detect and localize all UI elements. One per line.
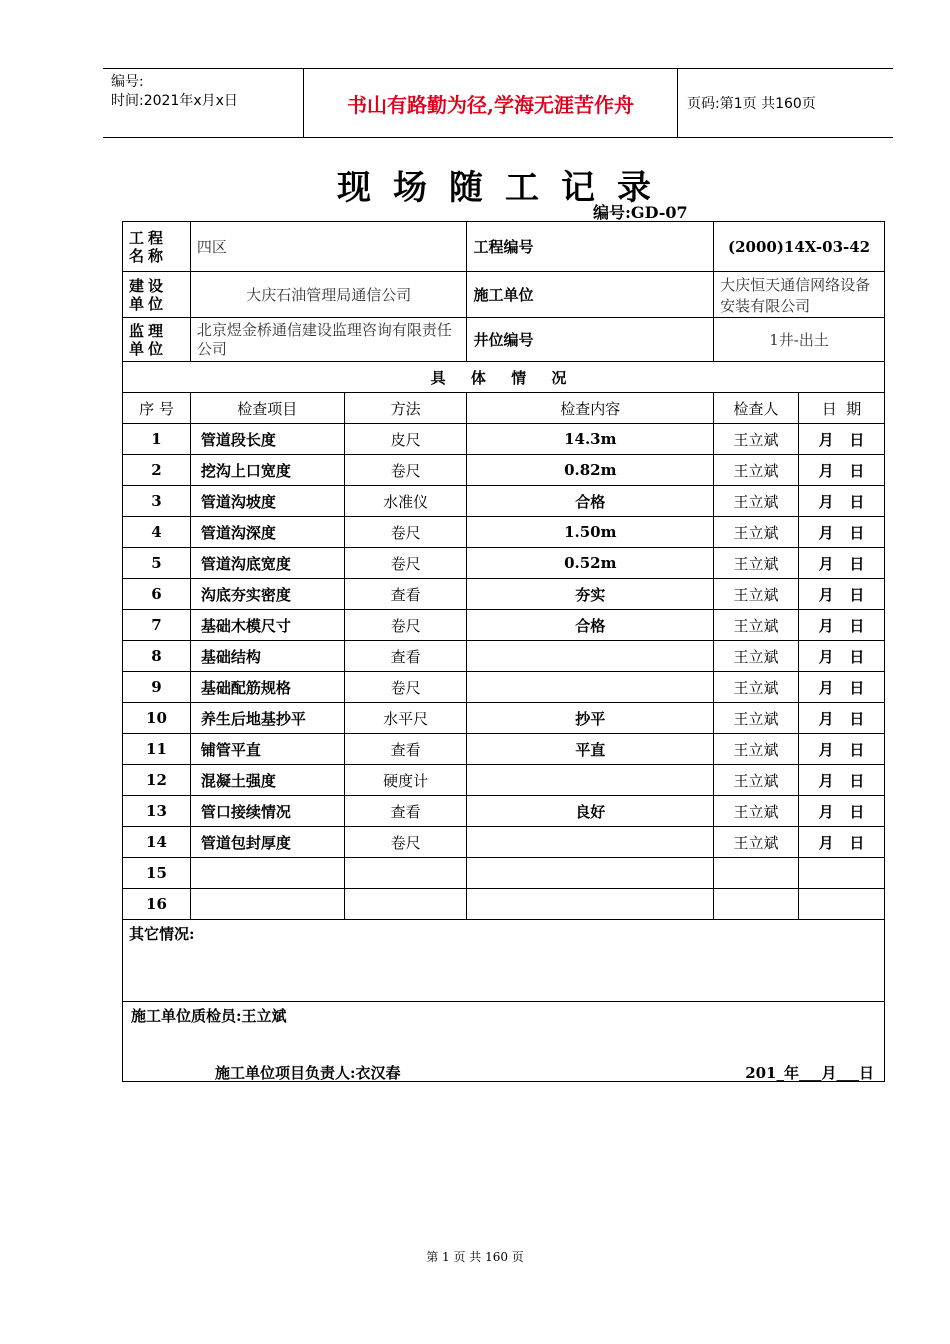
row-date: 月 日 (799, 672, 885, 703)
table-row (123, 610, 885, 641)
table-row (123, 796, 885, 827)
builder-label: 建设单位 (123, 272, 191, 318)
row-date: 月 日 (799, 517, 885, 548)
row-inspector: 王立斌 (714, 703, 799, 734)
row-content: 合格 (467, 486, 714, 517)
row-method: 卷尺 (344, 827, 467, 858)
table-row (123, 889, 885, 920)
row-no: 7 (123, 610, 191, 641)
row-no: 12 (123, 765, 191, 796)
qc-label: 施工单位质检员:王立斌 (131, 1007, 287, 1025)
row-item (190, 889, 344, 920)
row-date: 月 日 (799, 486, 885, 517)
contractor-label: 施工单位 (467, 272, 714, 318)
table-row (123, 455, 885, 486)
table-row (123, 672, 885, 703)
row-item: 管道沟底宽度 (190, 548, 344, 579)
row-date: 月 日 (799, 703, 885, 734)
row-inspector: 王立斌 (714, 827, 799, 858)
row-no: 5 (123, 548, 191, 579)
row-date: 月 日 (799, 455, 885, 486)
row-inspector: 王立斌 (714, 672, 799, 703)
row-date (799, 889, 885, 920)
row-date: 月 日 (799, 641, 885, 672)
col-date-header: 日 期 (799, 393, 885, 424)
row-content (467, 889, 714, 920)
row-no: 3 (123, 486, 191, 517)
row-method: 卷尺 (344, 455, 467, 486)
row-no: 15 (123, 858, 191, 889)
project-no-label: 工程编号 (467, 222, 714, 272)
row-content: 0.52m (467, 548, 714, 579)
supervisor-label: 监理单位 (123, 318, 191, 362)
col-item-header: 检查项目 (190, 393, 344, 424)
row-content (467, 641, 714, 672)
header-meta (111, 73, 238, 111)
info-row (123, 272, 885, 318)
row-date: 月 日 (799, 424, 885, 455)
signature-cell (123, 1002, 885, 1082)
row-content: 合格 (467, 610, 714, 641)
row-no: 2 (123, 455, 191, 486)
project-no-value: (2000)14X-03-42 (714, 222, 885, 272)
supervisor-value: 北京煜金桥通信建设监理咨询有限责任公司 (190, 318, 467, 362)
row-inspector: 王立斌 (714, 579, 799, 610)
row-no: 8 (123, 641, 191, 672)
table-row (123, 517, 885, 548)
table-row (123, 424, 885, 455)
info-row (123, 318, 885, 362)
row-date: 月 日 (799, 610, 885, 641)
row-inspector: 王立斌 (714, 548, 799, 579)
pm-label: 施工单位项目负责人:衣汉春 (215, 1064, 401, 1082)
table-row (123, 486, 885, 517)
row-no: 10 (123, 703, 191, 734)
row-item: 管道沟深度 (190, 517, 344, 548)
row-no: 9 (123, 672, 191, 703)
row-method: 查看 (344, 734, 467, 765)
row-item: 沟底夯实密度 (190, 579, 344, 610)
row-item: 基础配筋规格 (190, 672, 344, 703)
header-motto: 书山有路勤为径,学海无涯苦作舟 (347, 92, 634, 117)
row-item (190, 858, 344, 889)
row-no: 1 (123, 424, 191, 455)
page-footer: 第 1 页 共 160 页 (426, 1250, 524, 1264)
row-method: 卷尺 (344, 672, 467, 703)
row-item: 基础木模尺寸 (190, 610, 344, 641)
row-method: 水准仪 (344, 486, 467, 517)
row-inspector (714, 889, 799, 920)
row-item: 管道包封厚度 (190, 827, 344, 858)
row-date: 月 日 (799, 579, 885, 610)
row-date (799, 858, 885, 889)
row-date: 月 日 (799, 734, 885, 765)
column-header-row (123, 393, 885, 424)
table-row (123, 734, 885, 765)
other-row (123, 920, 885, 1002)
row-content (467, 858, 714, 889)
header-page-info: 页码:第1页 共160页 (687, 96, 816, 112)
sign-date: 201_年___月___日 (745, 1064, 874, 1082)
row-method: 卷尺 (344, 610, 467, 641)
well-no-value: 1井-出土 (714, 318, 885, 362)
record-table (122, 221, 885, 1082)
row-inspector: 王立斌 (714, 641, 799, 672)
header-id-label: 编号: (111, 74, 144, 90)
row-no: 14 (123, 827, 191, 858)
col-content-header: 检查内容 (467, 393, 714, 424)
row-item: 混凝土强度 (190, 765, 344, 796)
row-date: 月 日 (799, 827, 885, 858)
row-content: 0.82m (467, 455, 714, 486)
row-inspector: 王立斌 (714, 455, 799, 486)
section-title-row (123, 362, 885, 393)
row-content: 夯实 (467, 579, 714, 610)
col-method-header: 方法 (344, 393, 467, 424)
table-row (123, 765, 885, 796)
section-title: 具 体 情 况 (123, 362, 885, 393)
well-no-label: 井位编号 (467, 318, 714, 362)
project-name-value: 四区 (190, 222, 467, 272)
row-no: 11 (123, 734, 191, 765)
row-method (344, 889, 467, 920)
row-no: 4 (123, 517, 191, 548)
row-method: 硬度计 (344, 765, 467, 796)
row-date: 月 日 (799, 796, 885, 827)
table-row (123, 548, 885, 579)
info-row (123, 222, 885, 272)
row-inspector: 王立斌 (714, 734, 799, 765)
row-item: 挖沟上口宽度 (190, 455, 344, 486)
row-inspector: 王立斌 (714, 486, 799, 517)
row-method: 卷尺 (344, 517, 467, 548)
builder-value: 大庆石油管理局通信公司 (190, 272, 467, 318)
row-inspector (714, 858, 799, 889)
row-method: 皮尺 (344, 424, 467, 455)
row-no: 13 (123, 796, 191, 827)
row-date: 月 日 (799, 765, 885, 796)
row-inspector: 王立斌 (714, 765, 799, 796)
row-inspector: 王立斌 (714, 610, 799, 641)
row-method: 查看 (344, 796, 467, 827)
signature-row (123, 1002, 885, 1082)
col-inspector-header: 检查人 (714, 393, 799, 424)
table-row (123, 858, 885, 889)
contractor-value: 大庆恒天通信网络设备安装有限公司 (714, 272, 885, 318)
row-method (344, 858, 467, 889)
table-row (123, 579, 885, 610)
row-method: 查看 (344, 579, 467, 610)
inspection-rows (123, 424, 885, 920)
row-inspector: 王立斌 (714, 796, 799, 827)
row-item: 管道沟坡度 (190, 486, 344, 517)
col-no-header: 序 号 (123, 393, 191, 424)
row-content: 抄平 (467, 703, 714, 734)
row-no: 16 (123, 889, 191, 920)
row-item: 铺管平直 (190, 734, 344, 765)
row-content: 平直 (467, 734, 714, 765)
header-divider (677, 69, 678, 137)
row-content (467, 827, 714, 858)
row-item: 管口接续情况 (190, 796, 344, 827)
row-content (467, 765, 714, 796)
document-number: 编号:GD-07 (593, 203, 688, 222)
row-method: 查看 (344, 641, 467, 672)
document-title: 现场随工记录 (337, 168, 673, 208)
row-item: 基础结构 (190, 641, 344, 672)
row-date: 月 日 (799, 548, 885, 579)
row-inspector: 王立斌 (714, 424, 799, 455)
row-item: 管道段长度 (190, 424, 344, 455)
table-row (123, 703, 885, 734)
row-content: 1.50m (467, 517, 714, 548)
project-name-label: 工程名称 (123, 222, 191, 272)
row-method: 卷尺 (344, 548, 467, 579)
header-time: 时间:2021年x月x日 (111, 93, 238, 109)
page-header (103, 68, 893, 138)
row-no: 6 (123, 579, 191, 610)
table-row (123, 827, 885, 858)
row-item: 养生后地基抄平 (190, 703, 344, 734)
row-content: 14.3m (467, 424, 714, 455)
row-content (467, 672, 714, 703)
table-row (123, 641, 885, 672)
row-inspector: 王立斌 (714, 517, 799, 548)
other-label: 其它情况: (123, 920, 885, 1002)
row-method: 水平尺 (344, 703, 467, 734)
row-content: 良好 (467, 796, 714, 827)
